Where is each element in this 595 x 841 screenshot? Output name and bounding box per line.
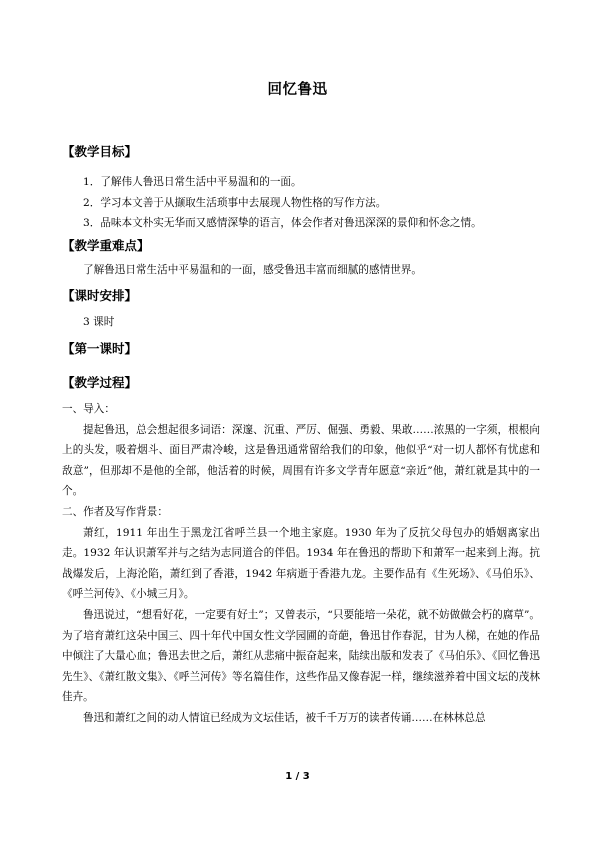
author-label: 二、作者及写作背景：: [62, 505, 168, 518]
lesson1-heading: 【第一课时】: [62, 340, 138, 356]
objective-item-1: 1．了解伟人鲁迅日常生活中平易温和的一面。: [83, 176, 302, 188]
objectives-heading: 【教学目标】: [62, 144, 138, 159]
intro-label: 一、导入：: [62, 402, 115, 415]
page-number: 1 / 3: [285, 771, 310, 782]
author-paragraph-1: 萧红，1911 年出生于黑龙江省呼兰县一个地主家庭。1930 年为了反抗父母包办的婚姻离家出走。1932 年认识萧军并与之结为志同道合的伴侣。1934 年在鲁迅的帮助下和萧军一起来到上海。抗战爆发后，上海沦陷，萧红到了香港，1942 年病逝于香港九龙。主要作品有《生死场》、《马伯乐》、《呼兰河传》、《小城三月》。: [62, 526, 540, 601]
page-title: 回忆鲁迅: [267, 82, 328, 98]
objective-item-2: 2．学习本文善于从撷取生活琐事中去展现人物性格的写作方法。: [83, 196, 387, 209]
key-points-text: 了解鲁迅日常生活中平易温和的一面，感受鲁迅丰富而细腻的感情世界。: [83, 263, 422, 276]
intro-text: 提起鲁迅，总会想起很多词语：深邃、沉重、严厉、倔强、勇毅、果敢……浓黑的一字须，根根向上的头发，吸着烟斗、面目严肃冷峻，这是鲁迅通常留给我们的印象，他似乎“对一切人都怀有忧虑和敌意”，但那却不是他的全部，他活着的时候，周围有许多文学青年愿意“亲近”他，萧红就是其中的一个。: [62, 423, 540, 498]
schedule-heading: 【课时安排】: [62, 288, 138, 304]
objectives-list: [62, 172, 540, 234]
objective-item-3: 3．品味本文朴实无华而又感情深挚的语言，体会作者对鲁迅深深的景仰和怀念之情。: [83, 217, 482, 230]
key-points-heading: 【教学重难点】: [62, 237, 150, 253]
author-paragraph-3: 鲁迅和萧红之间的动人情谊已经成为文坛佳话，被千千万万的读者传诵……在林林总总: [83, 711, 486, 724]
schedule-text: 3 课时: [83, 316, 115, 329]
process-heading: 【教学过程】: [62, 374, 138, 390]
author-paragraph-2: 鲁迅说过，“想看好花，一定要有好土”；又曾表示，“只要能培一朵花，就不妨做做会朽的腐草”。为了培育萧红这朵中国三、四十年代中国女性文学园圃的奇葩，鲁迅甘作春泥，甘为人梯，在她的作品中倾注了大量心血；鲁迅去世之后，萧红从悲痛中振奋起来，陆续出版和发表了《马伯乐》、《回忆鲁迅先生》、《萧红散文集》、《呼兰河传》等名篇佳作，这些作品又像春泥一样，继续滋养着中国文坛的茂林佳卉。: [62, 608, 540, 704]
document-body: [62, 142, 540, 728]
